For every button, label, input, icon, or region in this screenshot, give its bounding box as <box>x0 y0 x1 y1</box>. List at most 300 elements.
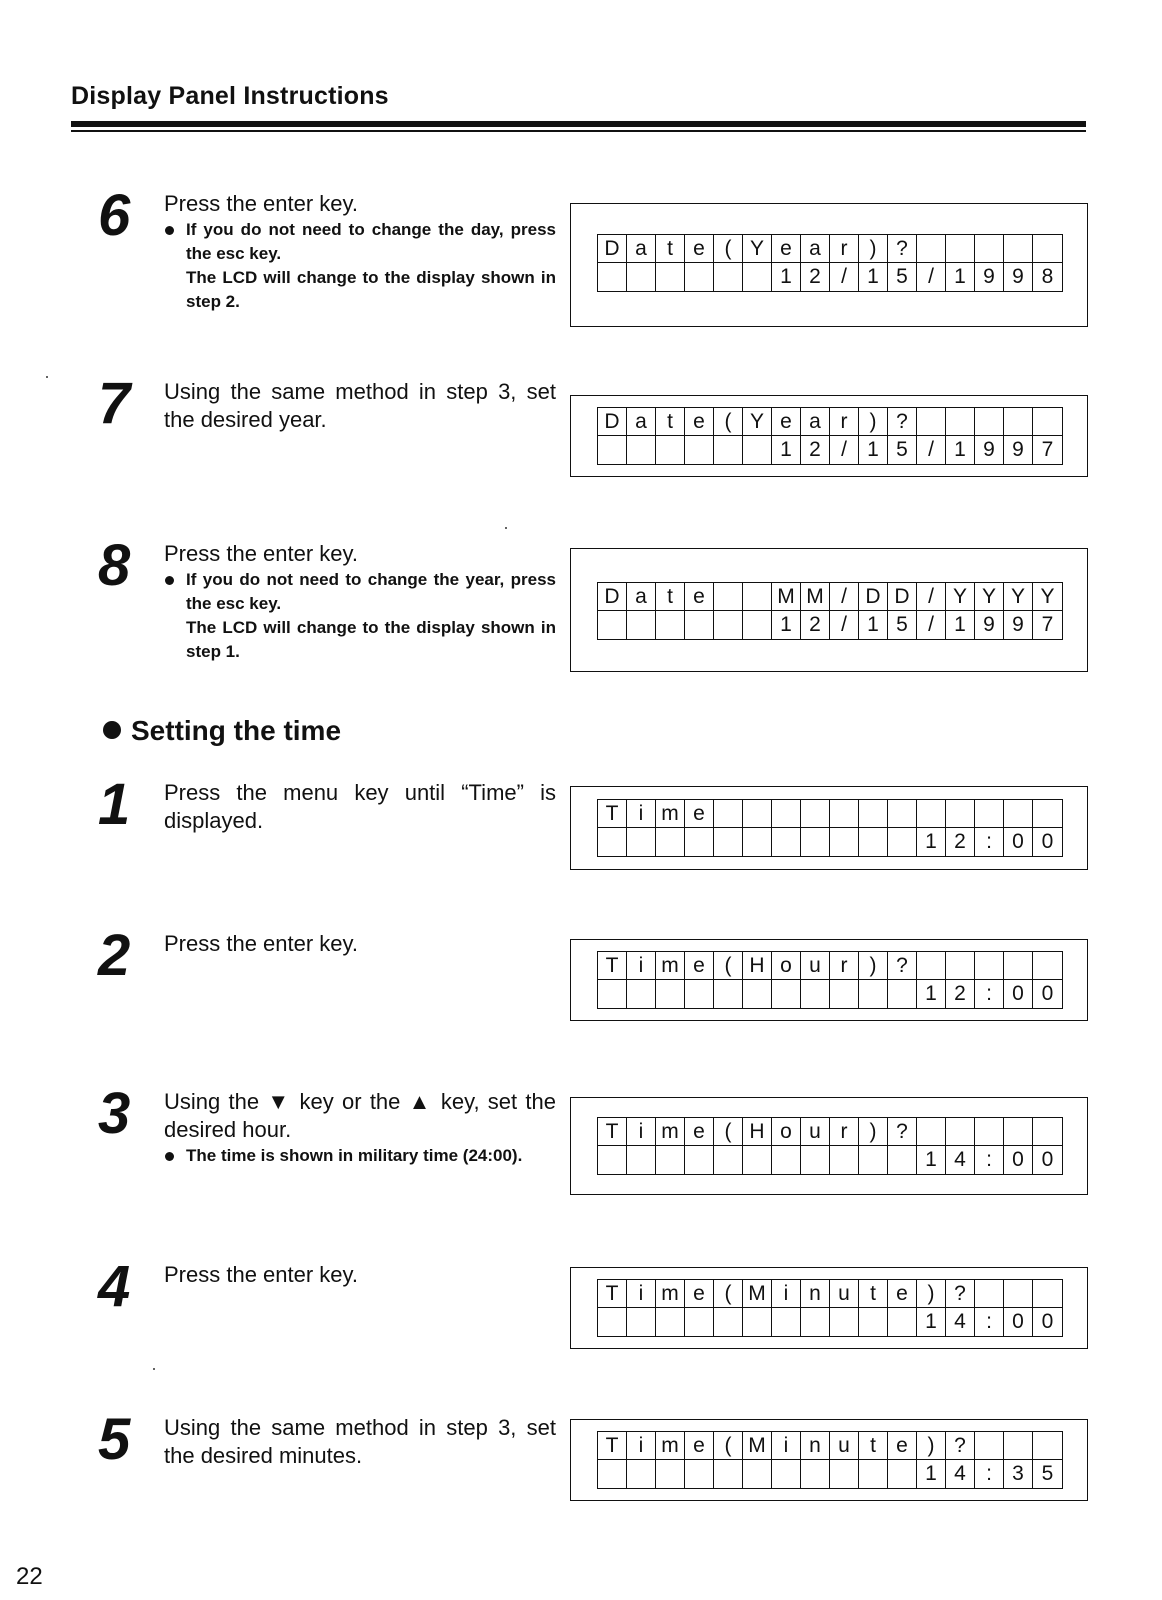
lcd-cell: ? <box>946 1432 975 1460</box>
lcd-cell: D <box>859 583 888 611</box>
lcd-cell <box>1004 800 1033 828</box>
lcd-cell: e <box>685 800 714 828</box>
lcd-cell <box>743 1460 772 1488</box>
lcd-cell <box>1033 408 1062 436</box>
lcd-cell: u <box>801 1118 830 1146</box>
lcd-cell <box>830 980 859 1008</box>
step-note: If you do not need to change the day, press the esc key. <box>164 218 556 266</box>
lcd-cell <box>656 980 685 1008</box>
lcd-cell <box>859 1308 888 1336</box>
lcd-cell: M <box>743 1280 772 1308</box>
lcd-cell: T <box>598 952 627 980</box>
lcd-cell <box>1004 952 1033 980</box>
lcd-cell <box>830 1146 859 1174</box>
lcd-cell <box>888 980 917 1008</box>
lcd-panel <box>570 395 1088 477</box>
lcd-cell <box>888 828 917 856</box>
lcd-cell: T <box>598 1280 627 1308</box>
lcd-cell: ( <box>714 1118 743 1146</box>
lcd-cell: e <box>888 1432 917 1460</box>
step-number: 5 <box>98 1407 131 1472</box>
lcd-cell: i <box>627 1432 656 1460</box>
lcd-cell <box>685 436 714 464</box>
lcd-cell: a <box>627 408 656 436</box>
step-instruction: Using the same method in step 3, set the desired minutes. <box>164 1415 556 1468</box>
lcd-cell <box>743 436 772 464</box>
lcd-display <box>597 799 1063 857</box>
lcd-cell: D <box>598 235 627 263</box>
lcd-cell <box>598 263 627 291</box>
lcd-cell <box>917 952 946 980</box>
lcd-cell: T <box>598 1432 627 1460</box>
lcd-cell <box>801 1146 830 1174</box>
lcd-cell <box>859 980 888 1008</box>
lcd-cell: t <box>859 1432 888 1460</box>
step-note: If you do not need to change the year, press the esc key. <box>164 568 556 616</box>
lcd-cell <box>801 980 830 1008</box>
lcd-cell <box>714 1308 743 1336</box>
lcd-cell: / <box>830 263 859 291</box>
step-instruction: Press the menu key until “Time” is displayed. <box>164 780 556 833</box>
lcd-cell <box>627 980 656 1008</box>
lcd-cell <box>714 1460 743 1488</box>
lcd-cell: M <box>743 1432 772 1460</box>
lcd-cell <box>656 1460 685 1488</box>
lcd-cell <box>743 263 772 291</box>
lcd-cell: u <box>801 952 830 980</box>
lcd-cell: t <box>656 235 685 263</box>
lcd-cell <box>830 1308 859 1336</box>
lcd-cell <box>656 436 685 464</box>
lcd-cell <box>714 980 743 1008</box>
lcd-cell: H <box>743 1118 772 1146</box>
lcd-cell: 9 <box>1004 436 1033 464</box>
lcd-cell <box>627 1308 656 1336</box>
lcd-cell: 5 <box>1041 1462 1054 1485</box>
lcd-cell: / <box>917 583 946 611</box>
lcd-cell <box>656 263 685 291</box>
lcd-cell <box>772 980 801 1008</box>
lcd-cell: e <box>888 1280 917 1308</box>
step-number: 4 <box>98 1254 131 1319</box>
lcd-cell <box>598 1146 627 1174</box>
lcd-cell <box>1033 800 1062 828</box>
lcd-cell: t <box>656 583 685 611</box>
bullet-icon <box>103 721 121 739</box>
lcd-cell <box>656 828 685 856</box>
lcd-cell <box>685 1460 714 1488</box>
lcd-cell <box>627 828 656 856</box>
step-instruction: Press the enter key. <box>164 1262 359 1287</box>
lcd-cell: e <box>772 235 801 263</box>
lcd-cell <box>714 611 743 639</box>
lcd-cell: : <box>975 828 1004 856</box>
lcd-cell: 7 <box>1041 438 1054 461</box>
lcd-cell: 0 <box>1041 830 1054 853</box>
step-instruction: Using the same method in step 3, set the desired year. <box>164 379 556 432</box>
lcd-cell: 2 <box>946 980 975 1008</box>
lcd-cell: ? <box>888 1118 917 1146</box>
lcd-cell: 1 <box>917 1460 946 1488</box>
lcd-cell <box>598 828 627 856</box>
lcd-cell <box>627 263 656 291</box>
lcd-cell <box>598 1308 627 1336</box>
lcd-cell: ( <box>714 952 743 980</box>
lcd-cell: / <box>830 436 859 464</box>
lcd-cell <box>627 1146 656 1174</box>
lcd-cell <box>859 1460 888 1488</box>
lcd-cell: t <box>656 408 685 436</box>
lcd-cell <box>598 611 627 639</box>
lcd-cell: ( <box>714 1280 743 1308</box>
lcd-cell <box>946 952 975 980</box>
lcd-cell <box>1033 952 1062 980</box>
lcd-cell <box>743 1146 772 1174</box>
lcd-cell: 1 <box>917 828 946 856</box>
lcd-cell: a <box>627 583 656 611</box>
lcd-cell: 9 <box>975 263 1004 291</box>
lcd-cell <box>772 828 801 856</box>
lcd-cell: a <box>801 408 830 436</box>
step-note: The LCD will change to the display shown in step 2. <box>186 268 556 311</box>
lcd-cell <box>975 952 1004 980</box>
lcd-cell: e <box>685 235 714 263</box>
lcd-cell: 1 <box>946 611 975 639</box>
lcd-panel <box>570 786 1088 870</box>
lcd-cell <box>714 436 743 464</box>
lcd-cell: M <box>772 583 801 611</box>
lcd-cell: ? <box>888 408 917 436</box>
lcd-cell: M <box>801 583 830 611</box>
lcd-panel <box>570 1419 1088 1501</box>
lcd-cell: ? <box>888 952 917 980</box>
lcd-cell: 2 <box>801 263 830 291</box>
lcd-cell <box>598 436 627 464</box>
lcd-cell <box>801 800 830 828</box>
lcd-cell <box>772 1460 801 1488</box>
lcd-display <box>597 407 1063 465</box>
lcd-cell: e <box>685 1280 714 1308</box>
lcd-cell <box>627 1460 656 1488</box>
lcd-cell: 0 <box>1004 1308 1033 1336</box>
lcd-cell <box>743 980 772 1008</box>
lcd-cell <box>888 1146 917 1174</box>
lcd-cell <box>1004 1432 1033 1460</box>
lcd-cell: 4 <box>946 1308 975 1336</box>
lcd-cell: / <box>830 611 859 639</box>
lcd-cell: i <box>627 952 656 980</box>
lcd-cell <box>772 1146 801 1174</box>
lcd-cell: 4 <box>946 1460 975 1488</box>
lcd-cell <box>627 611 656 639</box>
lcd-cell <box>1033 1280 1062 1308</box>
lcd-cell: m <box>656 952 685 980</box>
lcd-cell: 9 <box>1004 263 1033 291</box>
lcd-cell: 1 <box>859 263 888 291</box>
lcd-cell: ) <box>859 952 888 980</box>
lcd-cell: a <box>627 235 656 263</box>
lcd-cell: 9 <box>975 436 1004 464</box>
lcd-cell <box>598 1460 627 1488</box>
lcd-cell <box>656 1146 685 1174</box>
lcd-cell: 0 <box>1004 1146 1033 1174</box>
lcd-cell: ) <box>917 1432 946 1460</box>
page-title: Display Panel Instructions <box>71 82 389 110</box>
lcd-cell <box>830 828 859 856</box>
lcd-cell <box>743 583 772 611</box>
lcd-cell: Y <box>743 408 772 436</box>
lcd-cell: 4 <box>946 1146 975 1174</box>
lcd-cell: 1 <box>772 263 801 291</box>
lcd-cell <box>685 611 714 639</box>
lcd-cell: 0 <box>1004 828 1033 856</box>
lcd-cell <box>917 408 946 436</box>
lcd-cell <box>627 436 656 464</box>
lcd-cell: 1 <box>859 611 888 639</box>
lcd-cell: m <box>656 1118 685 1146</box>
lcd-cell: u <box>830 1432 859 1460</box>
lcd-cell <box>859 1146 888 1174</box>
lcd-cell: r <box>830 952 859 980</box>
lcd-display <box>597 1279 1063 1337</box>
lcd-cell: i <box>772 1432 801 1460</box>
lcd-cell: / <box>917 436 946 464</box>
lcd-cell: 9 <box>975 611 1004 639</box>
lcd-cell: e <box>685 1432 714 1460</box>
lcd-panel <box>570 548 1088 672</box>
lcd-cell: e <box>685 583 714 611</box>
step-note: The LCD will change to the display shown in step 1. <box>186 618 556 661</box>
lcd-cell: m <box>656 800 685 828</box>
lcd-cell <box>685 980 714 1008</box>
step-note: The time is shown in military time (24:00). <box>164 1144 556 1168</box>
lcd-cell <box>975 408 1004 436</box>
lcd-cell: m <box>656 1432 685 1460</box>
lcd-cell <box>656 1308 685 1336</box>
lcd-display <box>597 234 1063 292</box>
lcd-cell: i <box>627 1280 656 1308</box>
lcd-cell: 1 <box>772 436 801 464</box>
lcd-cell: 1 <box>946 436 975 464</box>
lcd-cell: 5 <box>888 263 917 291</box>
lcd-cell <box>714 263 743 291</box>
lcd-cell: e <box>685 408 714 436</box>
lcd-cell: Y <box>1033 583 1062 611</box>
lcd-cell: / <box>830 583 859 611</box>
lcd-cell <box>946 800 975 828</box>
lcd-cell <box>743 800 772 828</box>
lcd-cell <box>1033 235 1062 263</box>
lcd-cell <box>772 1308 801 1336</box>
lcd-cell: i <box>627 1118 656 1146</box>
step-number: 6 <box>98 183 131 248</box>
lcd-cell <box>1004 235 1033 263</box>
lcd-cell <box>917 1118 946 1146</box>
lcd-cell <box>859 800 888 828</box>
lcd-cell: ? <box>888 235 917 263</box>
lcd-cell <box>656 611 685 639</box>
lcd-cell <box>1004 1118 1033 1146</box>
lcd-panel <box>570 1097 1088 1195</box>
lcd-cell <box>975 800 1004 828</box>
lcd-cell: : <box>975 1308 1004 1336</box>
lcd-cell: 5 <box>888 611 917 639</box>
lcd-cell: ) <box>859 408 888 436</box>
lcd-cell: Y <box>1004 583 1033 611</box>
lcd-cell: 0 <box>1004 980 1033 1008</box>
lcd-cell <box>801 828 830 856</box>
header-rule-thin <box>71 130 1086 132</box>
lcd-cell: n <box>801 1432 830 1460</box>
lcd-cell <box>975 1432 1004 1460</box>
lcd-cell <box>743 828 772 856</box>
lcd-cell <box>685 1146 714 1174</box>
step-instruction: Using the ▼ key or the ▲ key, set the desired hour. <box>164 1089 556 1142</box>
scan-speck <box>46 376 48 378</box>
lcd-cell: 1 <box>859 436 888 464</box>
lcd-cell: i <box>627 800 656 828</box>
lcd-cell: 2 <box>801 611 830 639</box>
lcd-cell <box>685 1308 714 1336</box>
lcd-cell: e <box>685 1118 714 1146</box>
lcd-cell: 7 <box>1041 613 1054 636</box>
lcd-cell <box>714 800 743 828</box>
lcd-cell: : <box>975 980 1004 1008</box>
lcd-cell <box>598 980 627 1008</box>
lcd-cell: / <box>917 263 946 291</box>
lcd-cell <box>830 800 859 828</box>
lcd-cell: 0 <box>1041 1310 1054 1333</box>
lcd-cell: D <box>598 583 627 611</box>
section-heading-text: Setting the time <box>131 715 342 746</box>
lcd-cell <box>1033 1118 1062 1146</box>
lcd-cell <box>975 1280 1004 1308</box>
scan-speck <box>153 1368 155 1370</box>
lcd-cell: Y <box>743 235 772 263</box>
step-number: 7 <box>98 371 131 436</box>
lcd-cell: T <box>598 1118 627 1146</box>
lcd-cell <box>888 800 917 828</box>
lcd-cell: D <box>598 408 627 436</box>
lcd-cell: a <box>801 235 830 263</box>
lcd-cell: ) <box>859 235 888 263</box>
lcd-cell: ) <box>917 1280 946 1308</box>
lcd-cell <box>714 828 743 856</box>
step-number: 8 <box>98 533 131 598</box>
lcd-cell <box>917 800 946 828</box>
lcd-cell: / <box>917 611 946 639</box>
lcd-cell: r <box>830 408 859 436</box>
page-number: 22 <box>16 1563 43 1590</box>
lcd-cell: Y <box>946 583 975 611</box>
lcd-cell: 1 <box>917 1308 946 1336</box>
step-instruction: Press the enter key. <box>164 931 359 956</box>
lcd-display <box>597 1431 1063 1489</box>
lcd-cell <box>1033 1432 1062 1460</box>
lcd-cell <box>714 1146 743 1174</box>
lcd-cell <box>946 408 975 436</box>
lcd-cell: u <box>830 1280 859 1308</box>
section-heading <box>103 715 341 747</box>
lcd-cell: D <box>888 583 917 611</box>
step-number: 1 <box>98 772 131 837</box>
lcd-cell: 0 <box>1041 982 1054 1005</box>
lcd-display <box>597 951 1063 1009</box>
step-instruction: Press the enter key. <box>164 191 359 216</box>
lcd-cell: : <box>975 1146 1004 1174</box>
lcd-cell <box>714 583 743 611</box>
lcd-cell: 1 <box>772 611 801 639</box>
lcd-cell <box>772 800 801 828</box>
lcd-cell <box>743 1308 772 1336</box>
lcd-cell <box>1004 408 1033 436</box>
lcd-cell: m <box>656 1280 685 1308</box>
lcd-cell: 9 <box>1004 611 1033 639</box>
lcd-cell: ( <box>714 408 743 436</box>
lcd-display <box>597 582 1063 640</box>
lcd-cell <box>946 1118 975 1146</box>
lcd-cell: 1 <box>917 980 946 1008</box>
lcd-cell <box>830 1460 859 1488</box>
lcd-cell: i <box>772 1280 801 1308</box>
lcd-cell: 8 <box>1041 265 1054 288</box>
scan-speck <box>505 527 507 529</box>
lcd-cell <box>888 1460 917 1488</box>
lcd-cell: r <box>830 235 859 263</box>
lcd-cell <box>888 1308 917 1336</box>
lcd-display <box>597 1117 1063 1175</box>
lcd-cell: : <box>975 1460 1004 1488</box>
lcd-panel <box>570 1267 1088 1349</box>
lcd-cell <box>685 263 714 291</box>
lcd-cell: n <box>801 1280 830 1308</box>
lcd-cell: 5 <box>888 436 917 464</box>
lcd-cell: 2 <box>946 828 975 856</box>
lcd-cell: ? <box>946 1280 975 1308</box>
lcd-cell <box>975 235 1004 263</box>
lcd-cell: H <box>743 952 772 980</box>
lcd-cell: 0 <box>1041 1148 1054 1171</box>
lcd-cell: ( <box>714 1432 743 1460</box>
step-number: 2 <box>98 923 131 988</box>
lcd-cell: 1 <box>946 263 975 291</box>
header-rule <box>71 121 1086 127</box>
lcd-cell: ) <box>859 1118 888 1146</box>
lcd-cell <box>917 235 946 263</box>
lcd-cell: o <box>772 1118 801 1146</box>
lcd-cell <box>1004 1280 1033 1308</box>
step-instruction: Press the enter key. <box>164 541 359 566</box>
lcd-cell: Y <box>975 583 1004 611</box>
lcd-cell <box>975 1118 1004 1146</box>
lcd-panel <box>570 939 1088 1021</box>
lcd-cell: r <box>830 1118 859 1146</box>
lcd-cell: o <box>772 952 801 980</box>
lcd-cell <box>946 235 975 263</box>
lcd-cell <box>685 828 714 856</box>
lcd-cell <box>801 1460 830 1488</box>
lcd-cell <box>859 828 888 856</box>
lcd-cell: e <box>685 952 714 980</box>
step-number: 3 <box>98 1081 131 1146</box>
lcd-cell: T <box>598 800 627 828</box>
lcd-cell: e <box>772 408 801 436</box>
lcd-cell: t <box>859 1280 888 1308</box>
lcd-panel <box>570 203 1088 327</box>
lcd-cell: 2 <box>801 436 830 464</box>
lcd-cell <box>743 611 772 639</box>
lcd-cell: ( <box>714 235 743 263</box>
